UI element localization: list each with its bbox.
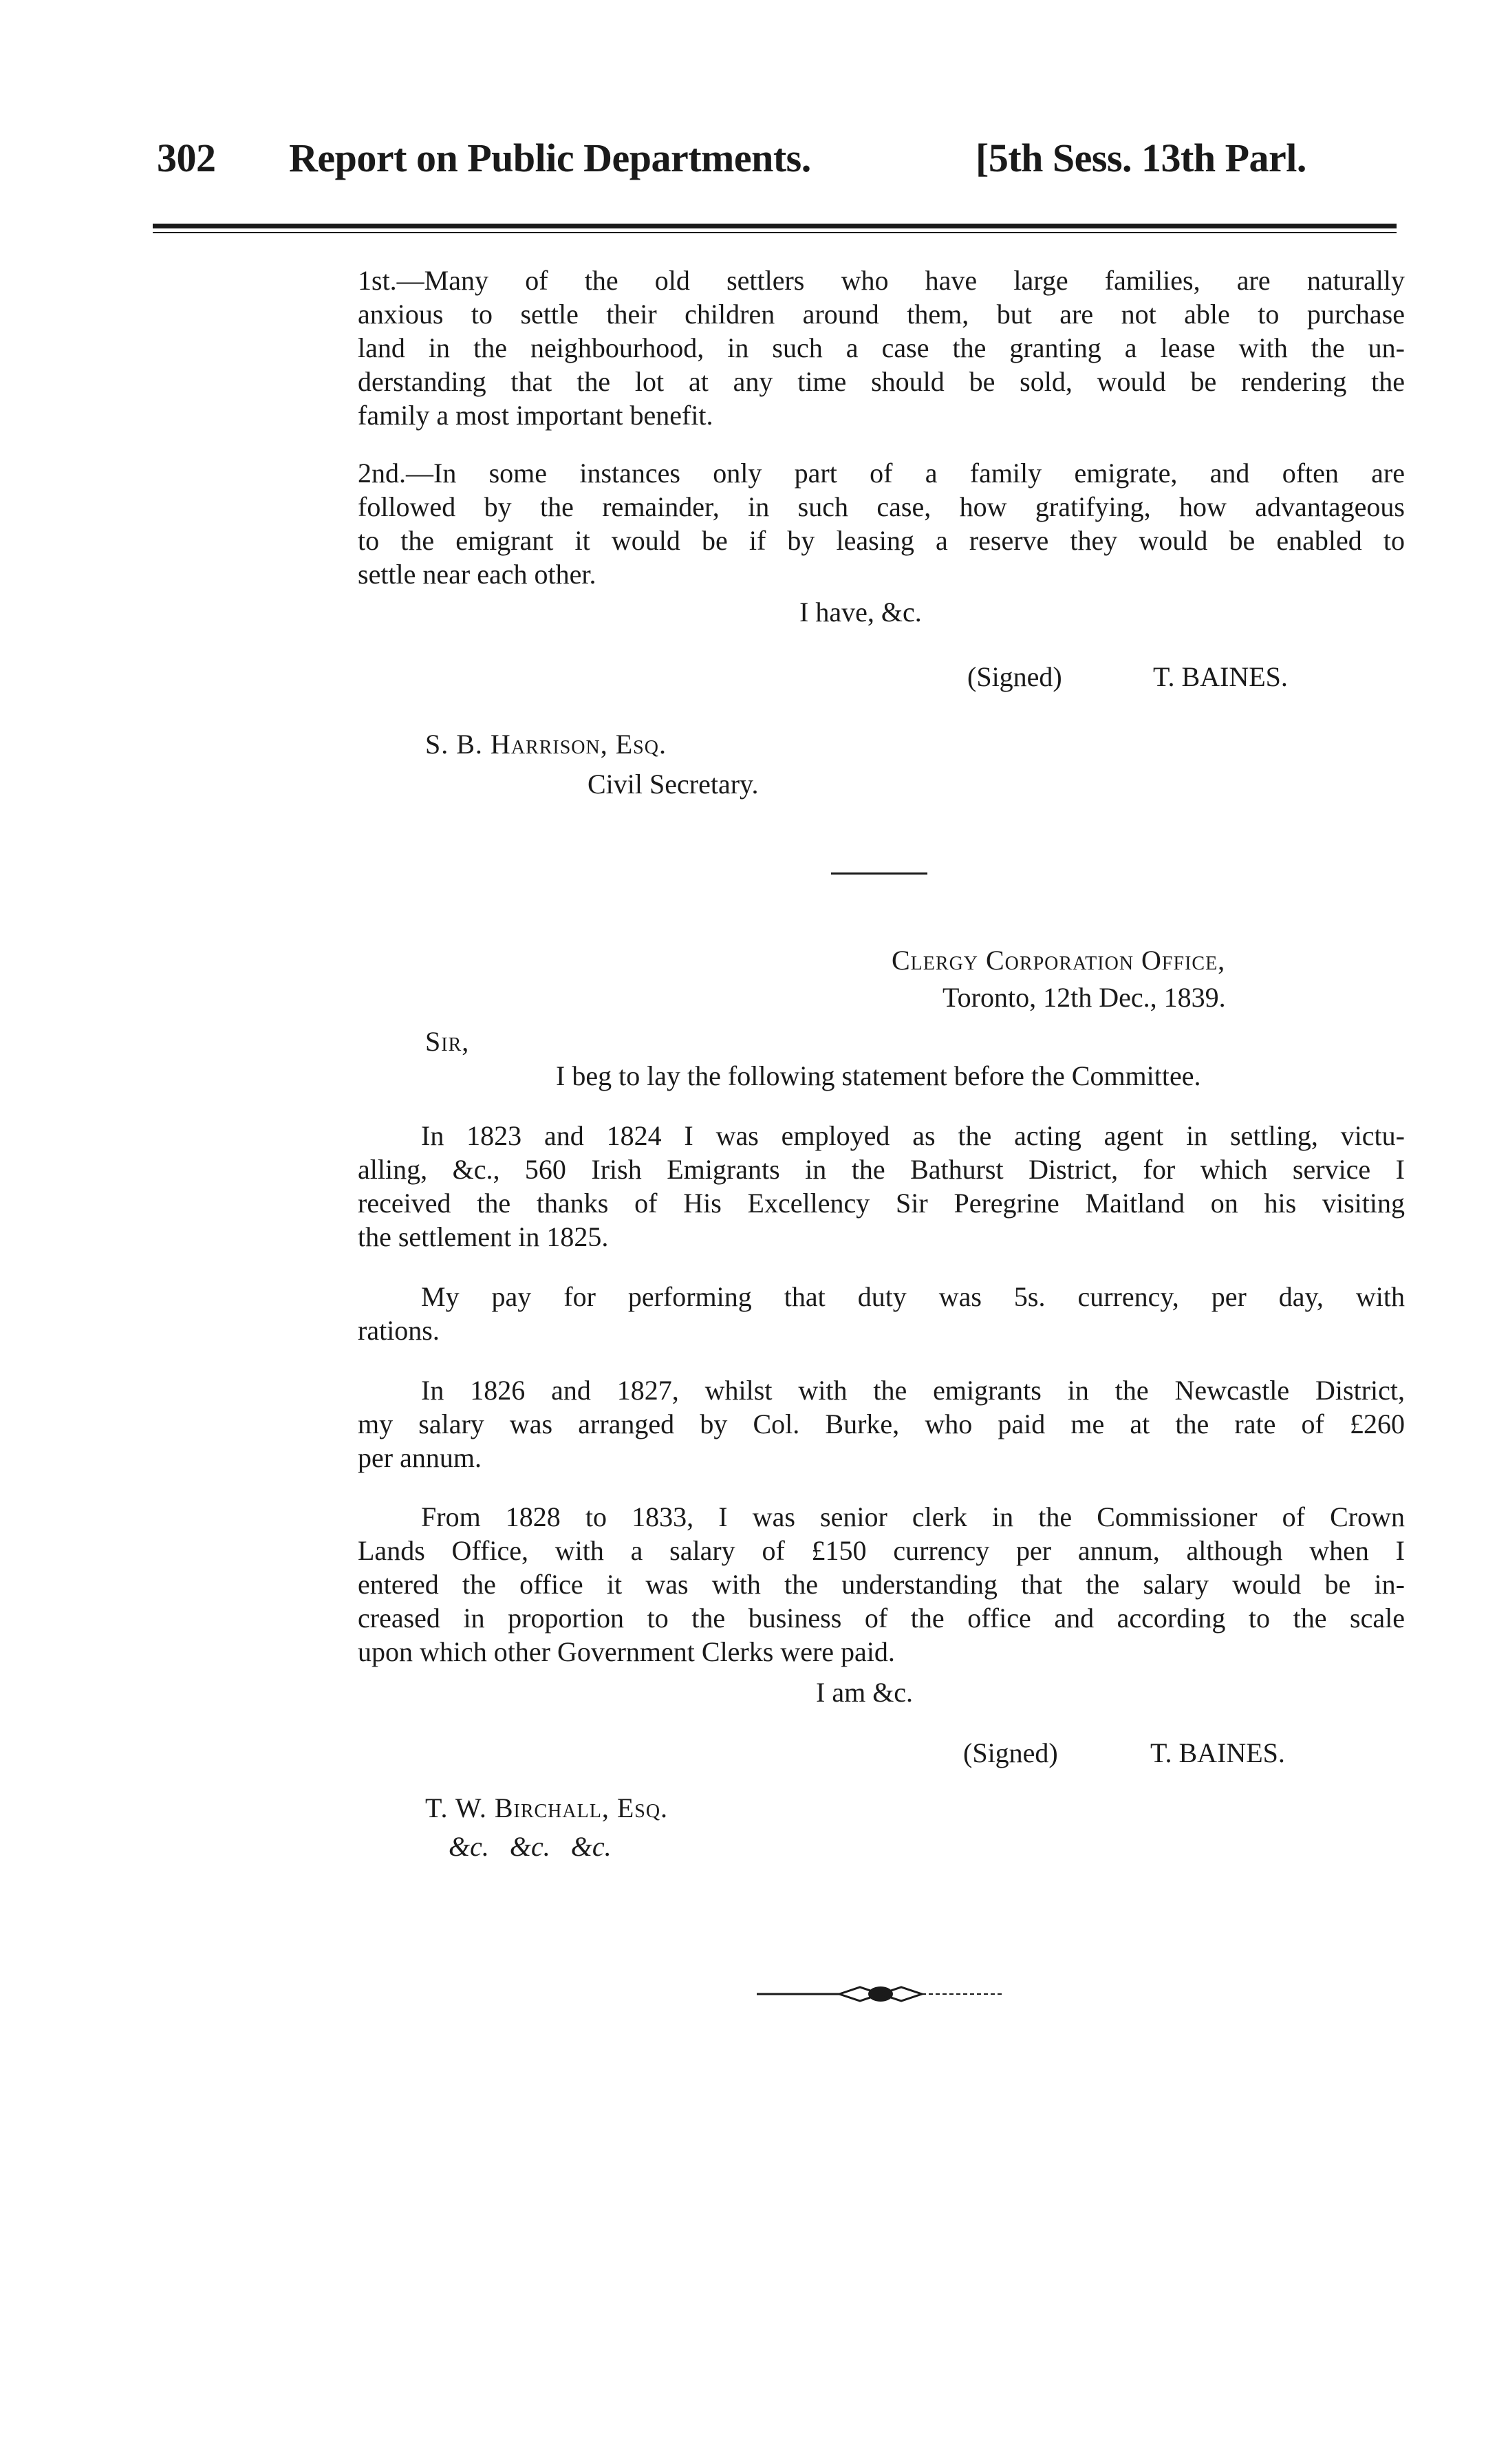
text-line: upon which other Government Clerks were paid. bbox=[358, 1636, 895, 1667]
text-line: family a most important benefit. bbox=[358, 400, 713, 431]
signed-label: (Signed) bbox=[963, 1737, 1058, 1768]
text-line: My pay for performing that duty was 5s. currency, per day, with bbox=[421, 1281, 1405, 1312]
text-line: to the emigrant it would be if by leasing a reserve they would be enabled to bbox=[358, 525, 1405, 556]
ornament-divider-icon bbox=[757, 1980, 1004, 2008]
signature: T. BAINES. bbox=[1153, 661, 1288, 692]
intro-line: I beg to lay the following statement before the Committee. bbox=[556, 1060, 1201, 1091]
text-line: 2nd.—In some instances only part of a family emigrate, and often are bbox=[358, 458, 1405, 489]
paragraph-pay bbox=[358, 1280, 1405, 1347]
office-heading: Clergy Corporation Office, bbox=[892, 945, 1226, 976]
addressee-name: S. B. Harrison, Esq. bbox=[425, 729, 667, 760]
addressee-etc: &c. &c. &c. bbox=[449, 1831, 612, 1862]
text-line: settle near each other. bbox=[358, 559, 596, 590]
signature: T. BAINES. bbox=[1150, 1737, 1285, 1768]
salutation: Sir, bbox=[425, 1026, 470, 1057]
header-rule-thick bbox=[153, 224, 1397, 228]
text-line: From 1828 to 1833, I was senior clerk in the Commissioner of Crown bbox=[421, 1501, 1405, 1532]
closing-am: I am &c. bbox=[816, 1677, 914, 1708]
text-line: entered the office it was with the understanding that the salary would be in- bbox=[358, 1569, 1405, 1600]
paragraph-1823 bbox=[358, 1119, 1405, 1254]
place-date: Toronto, 12th Dec., 1839. bbox=[943, 982, 1226, 1013]
text-line: derstanding that the lot at any time should be sold, would be rendering the bbox=[358, 366, 1405, 397]
text-line: land in the neighbourhood, in such a case the granting a lease with the un- bbox=[358, 332, 1405, 363]
section-separator bbox=[831, 872, 927, 875]
text-line: anxious to settle their children around them, but are not able to purchase bbox=[358, 299, 1405, 330]
closing-have: I have, &c. bbox=[799, 597, 922, 628]
page-number: 302 bbox=[157, 136, 216, 180]
text-line: my salary was arranged by Col. Burke, who paid me at the rate of £260 bbox=[358, 1408, 1405, 1439]
text-line: In 1826 and 1827, whilst with the emigrants in the Newcastle District, bbox=[421, 1375, 1405, 1406]
text-line: the settlement in 1825. bbox=[358, 1221, 609, 1252]
addressee-title: Civil Secretary. bbox=[588, 769, 759, 800]
text-line: In 1823 and 1824 I was employed as the acting agent in settling, victu- bbox=[421, 1120, 1405, 1151]
header-rule-thin bbox=[153, 232, 1397, 233]
text-line: Lands Office, with a salary of £150 currency per annum, although when I bbox=[358, 1535, 1405, 1566]
addressee-name: T. W. Birchall, Esq. bbox=[425, 1792, 669, 1823]
paragraph-1826 bbox=[358, 1373, 1405, 1475]
signed-label: (Signed) bbox=[967, 661, 1062, 692]
running-title: Report on Public Departments. bbox=[289, 136, 811, 180]
text-line: per annum. bbox=[358, 1442, 482, 1473]
paragraph-second-point bbox=[358, 456, 1405, 591]
text-line: rations. bbox=[358, 1315, 440, 1346]
text-line: received the thanks of His Excellency Sir Peregrine Maitland on his visiting bbox=[358, 1188, 1405, 1219]
paragraph-1828 bbox=[358, 1500, 1405, 1669]
text-line: creased in proportion to the business of the office and according to the scale bbox=[358, 1603, 1405, 1633]
session-label: [5th Sess. 13th Parl. bbox=[976, 136, 1306, 180]
text-line: followed by the remainder, in such case, how gratifying, how advantageous bbox=[358, 491, 1405, 522]
text-line: 1st.—Many of the old settlers who have large families, are naturally bbox=[358, 265, 1405, 296]
text-line: alling, &c., 560 Irish Emigrants in the Bathurst District, for which service I bbox=[358, 1154, 1405, 1185]
paragraph-first-point bbox=[358, 264, 1405, 432]
